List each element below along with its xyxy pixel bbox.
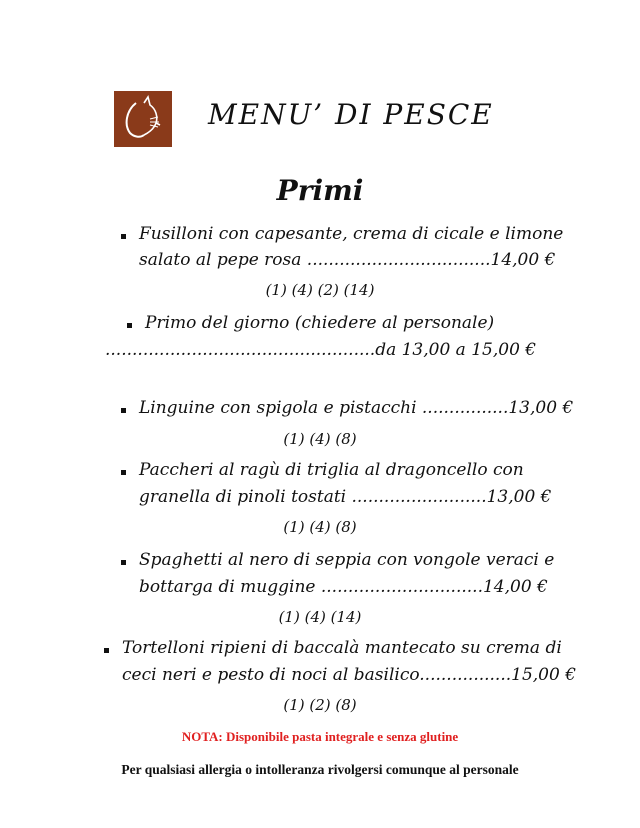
allergen-codes: (1) (4) (8) [283,518,357,536]
menu-item-line: bottarga di muggine ..............................14,00 € [139,577,548,597]
bullet-icon [104,648,109,653]
bullet-icon [121,234,126,239]
section-title: Primi [276,174,364,207]
menu-item-line: ceci neri e pesto di noci al basilico.................15,00 € [122,665,577,685]
cat-logo-icon [114,91,172,147]
menu-item-line: Linguine con spigola e pistacchi ................13,00 € [139,398,574,418]
menu-item-line: Primo del giorno (chiedere al personale) [145,313,495,333]
menu-item-line: Paccheri al ragù di triglia al dragoncello con [139,460,524,480]
bullet-icon [121,408,126,413]
menu-item-line: Tortelloni ripieni di baccalà mantecato su crema di [122,638,562,658]
allergen-codes: (1) (2) (8) [283,696,357,714]
bullet-icon [127,323,132,328]
allergen-codes: (1) (4) (14) [278,608,362,626]
menu-item-line: ..................................................da 13,00 a 15,00 € [105,340,537,360]
allergy-notice: Per qualsiasi allergia o intolleranza rivolgersi comunque al personale [121,762,519,777]
bullet-icon [121,560,126,565]
menu-title: MENU’ DI PESCE [208,98,494,131]
allergen-codes: (1) (4) (8) [283,430,357,448]
gluten-note: NOTA: Disponibile pasta integrale e senza glutine [181,729,459,744]
menu-item-line: Fusilloni con capesante, crema di cicale e limone [139,224,564,244]
menu-item-line: Spaghetti al nero di seppia con vongole veraci e [139,550,555,570]
allergen-codes: (1) (4) (2) (14) [265,281,375,299]
menu-item-line: salato al pepe rosa ..................................14,00 € [139,250,556,270]
bullet-icon [121,470,126,475]
menu-item-line: granella di pinoli tostati .........................13,00 € [139,487,552,507]
